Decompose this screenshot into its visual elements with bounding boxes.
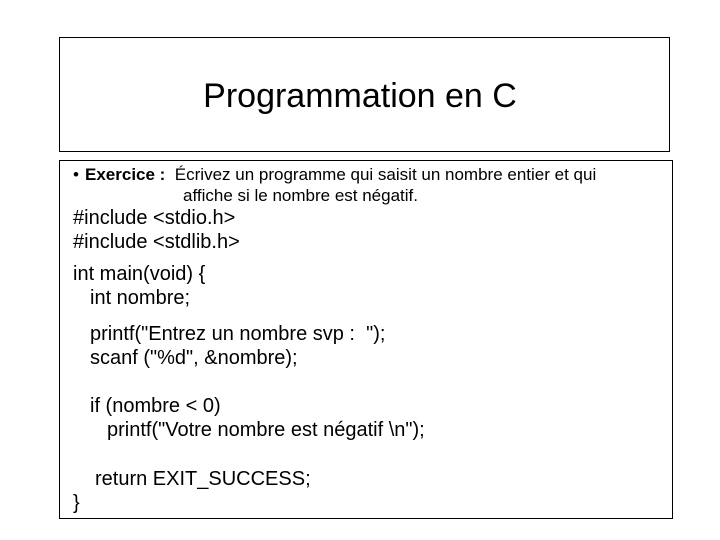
bullet-icon: •: [73, 165, 79, 184]
code-line-return: return EXIT_SUCCESS;: [95, 468, 311, 490]
code-line-printf-prompt: printf("Entrez un nombre svp : ");: [90, 323, 386, 345]
exercise-label: Exercice :: [85, 165, 166, 184]
code-line-printf-negative: printf("Votre nombre est négatif \n");: [107, 419, 425, 441]
code-line-include-stdlib: #include <stdlib.h>: [73, 231, 240, 253]
code-line-include-stdio: #include <stdio.h>: [73, 207, 236, 229]
exercise-statement: [73, 164, 596, 185]
exercise-text-line2: affiche si le nombre est négatif.: [183, 186, 418, 205]
code-line-declaration: int nombre;: [90, 287, 191, 309]
code-line-if: if (nombre < 0): [90, 395, 221, 417]
code-line-closing-brace: }: [73, 492, 80, 514]
slide-title: Programmation en C: [203, 77, 517, 115]
exercise-text-line1: Écrivez un programme qui saisit un nombre entier et qui: [174, 165, 597, 184]
code-line-main: int main(void) {: [73, 263, 206, 285]
code-line-scanf: scanf ("%d", &nombre);: [90, 347, 298, 369]
